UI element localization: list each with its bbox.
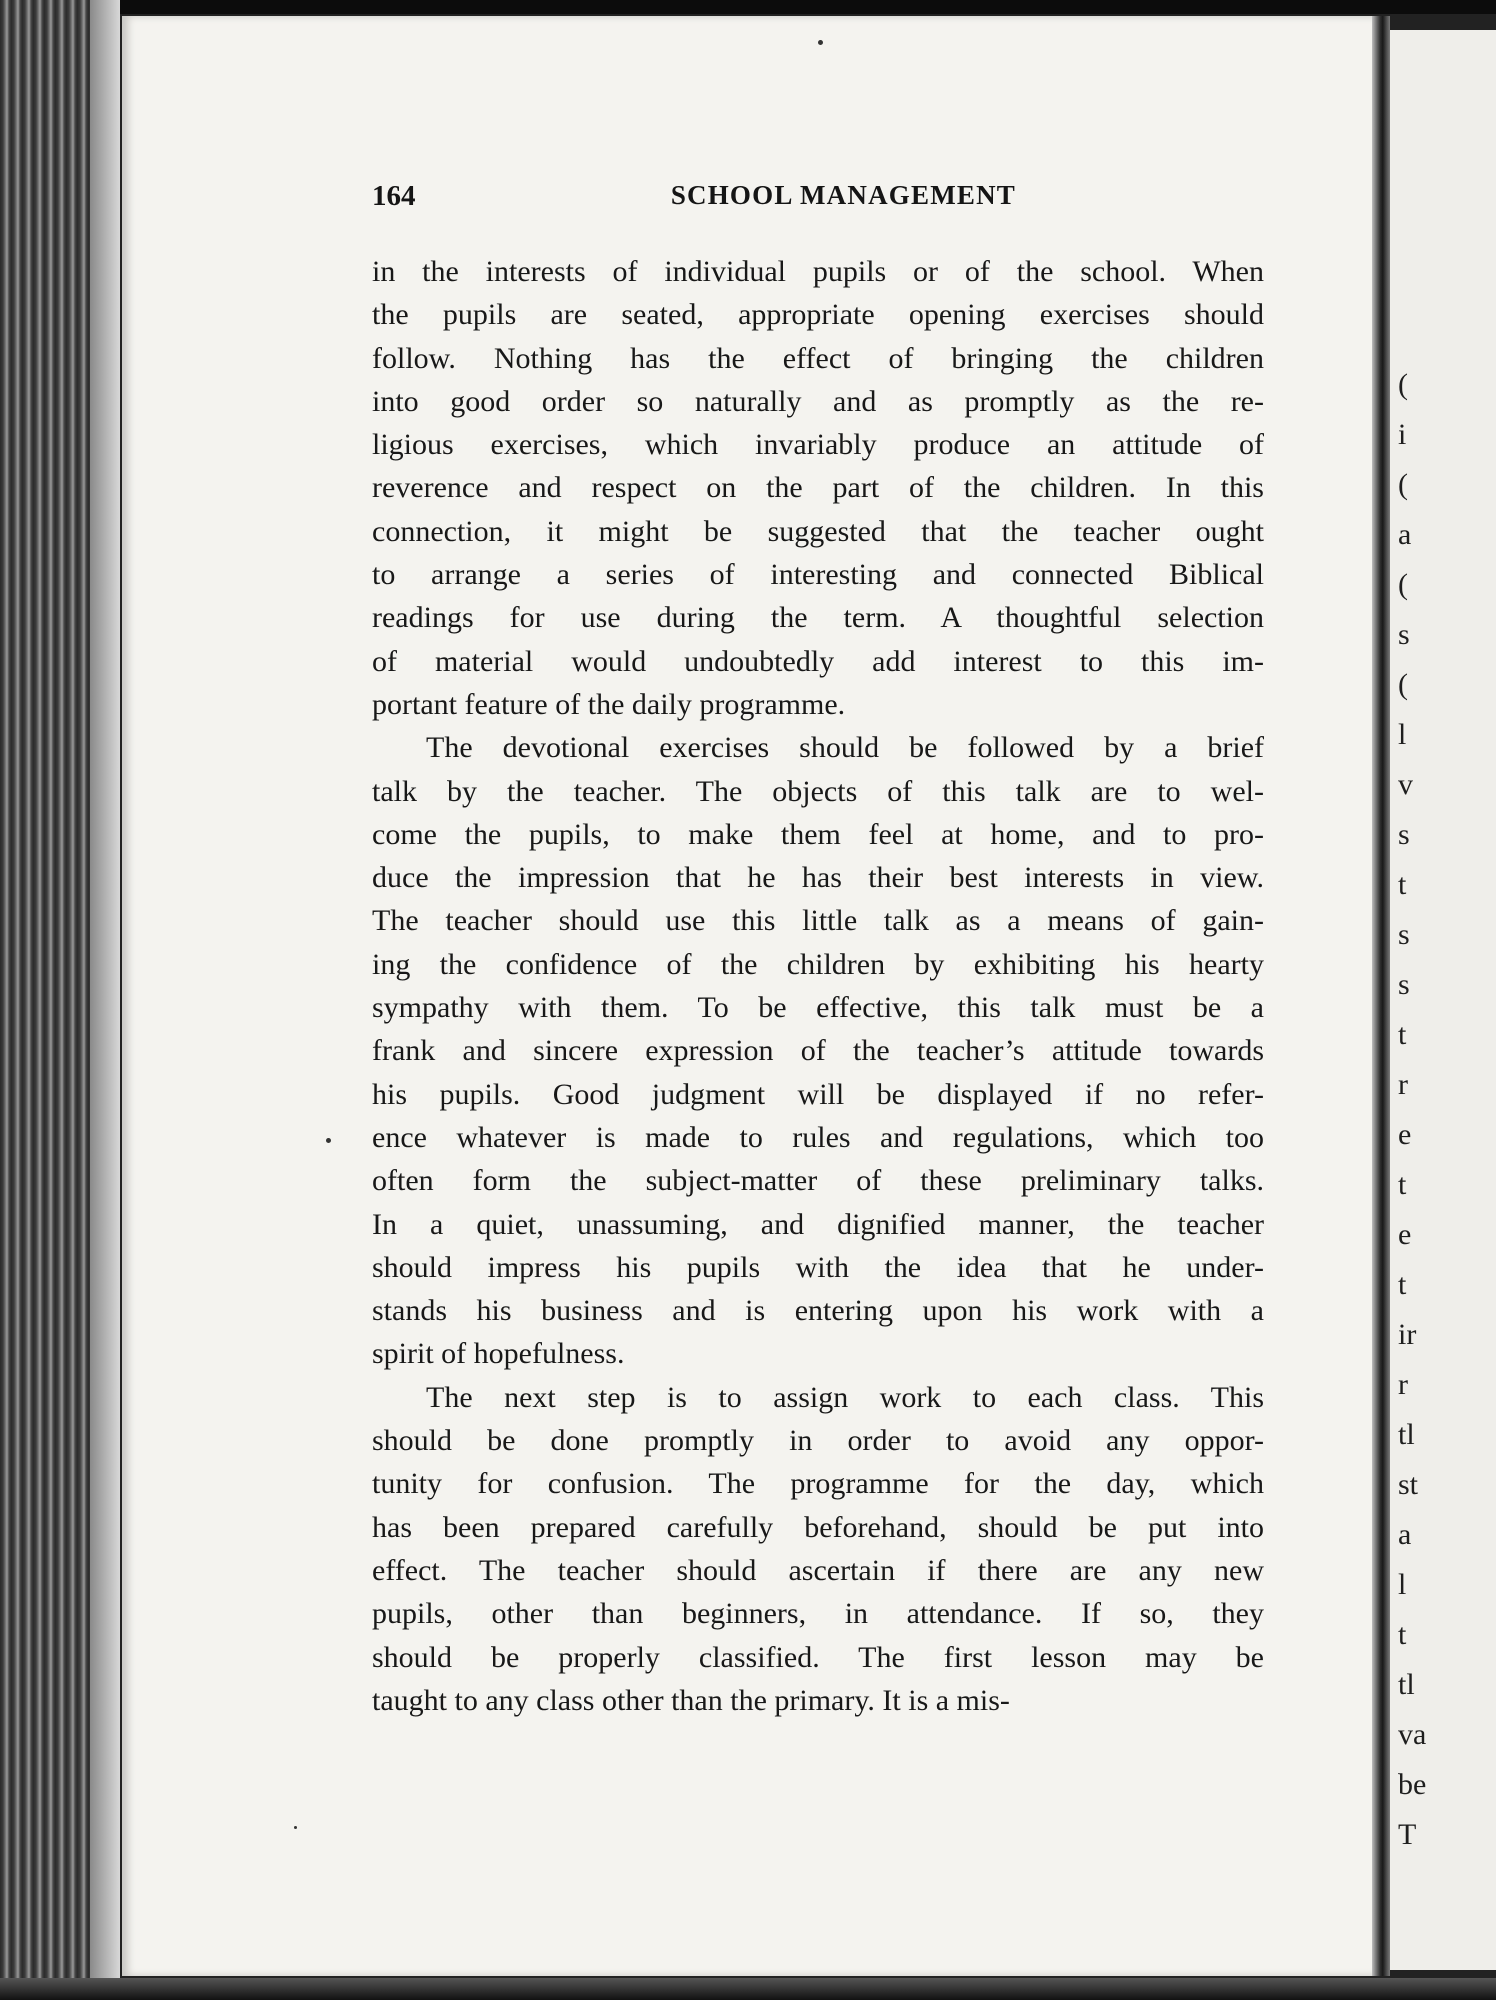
speck: [294, 1826, 297, 1829]
facing-page-fragment: r: [1398, 1068, 1408, 1101]
text-line: reverence and respect on the part of the children. In this: [372, 471, 1264, 505]
text-line: The devotional exercises should be followed by a brief: [426, 731, 1264, 765]
facing-page-fragment: v: [1398, 768, 1413, 801]
text-line: In a quiet, unassuming, and dignified manner, the teacher: [372, 1207, 1264, 1241]
text-line: The teacher should use this little talk as a means of gain-: [372, 904, 1264, 938]
paragraph: [372, 250, 1264, 726]
text-line: of material would undoubtedly add interest to this im-: [372, 644, 1264, 678]
facing-page-fragment: a: [1398, 518, 1412, 551]
facing-page-fragment: l: [1398, 1568, 1407, 1601]
facing-page-fragment: (: [1398, 668, 1408, 701]
text-line: ence whatever is made to rules and regulations, which too: [372, 1120, 1264, 1154]
text-line: taught to any class other than the primary. It is a mis-: [372, 1683, 1010, 1717]
facing-page-fragment: t: [1398, 1018, 1407, 1051]
text-line: should impress his pupils with the idea that he under-: [372, 1250, 1264, 1284]
facing-page-fragment: va: [1398, 1718, 1427, 1751]
facing-page-fragment: s: [1398, 968, 1410, 1001]
text-line: portant feature of the daily programme.: [372, 687, 846, 721]
facing-page-fragment: ir: [1398, 1318, 1417, 1351]
text-line: should be done promptly in order to avoid any oppor-: [372, 1424, 1264, 1458]
book-page-edges: [0, 0, 120, 2000]
text-line: effect. The teacher should ascertain if there are any new: [372, 1553, 1264, 1587]
text-line: into good order so naturally and as promptly as the re-: [372, 384, 1264, 418]
facing-page-fragment: s: [1398, 618, 1410, 651]
facing-page-fragment: t: [1398, 1618, 1407, 1651]
facing-page-fragment: a: [1398, 1518, 1412, 1551]
facing-page-fragment: t: [1398, 1268, 1407, 1301]
page-number: 164: [372, 180, 416, 212]
facing-page-fragment: st: [1398, 1468, 1419, 1501]
text-line: The next step is to assign work to each class. This: [426, 1380, 1264, 1414]
text-line: frank and sincere expression of the teacher’s attitude towards: [372, 1034, 1264, 1068]
text-line: come the pupils, to make them feel at home, and to pro-: [372, 817, 1264, 851]
facing-page-fragment: tl: [1398, 1418, 1415, 1451]
facing-page-fragment: (: [1398, 568, 1408, 601]
facing-page-fragment: l: [1398, 718, 1407, 751]
text-line: should be properly classified. The first lesson may be: [372, 1640, 1264, 1674]
text-line: sympathy with them. To be effective, this talk must be a: [372, 991, 1264, 1025]
text-line: tunity for confusion. The programme for the day, which: [372, 1467, 1264, 1501]
facing-page-fragment: r: [1398, 1368, 1408, 1401]
paragraph: [372, 1376, 1264, 1722]
facing-page-fragment: s: [1398, 918, 1410, 951]
facing-page-fragment: e: [1398, 1118, 1412, 1151]
text-line: his pupils. Good judgment will be displayed if no refer-: [372, 1077, 1264, 1111]
text-line: to arrange a series of interesting and connected Biblical: [372, 558, 1264, 592]
facing-page-fragment: (: [1398, 468, 1408, 501]
facing-page-fragment: t: [1398, 868, 1407, 901]
text-line: the pupils are seated, appropriate opening exercises should: [372, 298, 1264, 332]
facing-page-fragment: s: [1398, 818, 1410, 851]
body-text: [372, 250, 1264, 1722]
text-line: often form the subject-matter of these preliminary talks.: [372, 1164, 1264, 1198]
paragraph: [372, 726, 1264, 1375]
scan-top-edge: [0, 0, 1496, 14]
facing-page-fragment: e: [1398, 1218, 1412, 1251]
text-line: duce the impression that he has their best interests in view.: [372, 861, 1264, 895]
facing-page-fragment: tl: [1398, 1668, 1415, 1701]
running-head: [372, 180, 1016, 220]
text-line: spirit of hopefulness.: [372, 1337, 625, 1371]
facing-page-fragment: (: [1398, 368, 1408, 401]
facing-page: [1390, 30, 1496, 1970]
running-title: SCHOOL MANAGEMENT: [670, 180, 1016, 210]
speck: [326, 1138, 331, 1143]
text-line: ligious exercises, which invariably produce an attitude of: [372, 428, 1264, 462]
text-line: pupils, other than beginners, in attendance. If so, they: [372, 1597, 1264, 1631]
facing-page-fragment: t: [1398, 1168, 1407, 1201]
text-line: ing the confidence of the children by exhibiting his hearty: [372, 947, 1264, 981]
text-line: readings for use during the term. A thoughtful selection: [372, 601, 1264, 635]
book-gutter: [1372, 16, 1390, 1976]
text-line: follow. Nothing has the effect of bringing the children: [372, 341, 1264, 375]
text-line: stands his business and is entering upon his work with a: [372, 1294, 1264, 1328]
text-line: connection, it might be suggested that the teacher ought: [372, 514, 1264, 548]
text-line: has been prepared carefully beforehand, should be put into: [372, 1510, 1264, 1544]
facing-page-fragment: i: [1398, 418, 1407, 451]
scan-bottom-edge: [0, 1978, 1496, 2000]
speck: [818, 40, 823, 45]
text-line: talk by the teacher. The objects of this talk are to wel-: [372, 774, 1264, 808]
text-line: in the interests of individual pupils or of the school. When: [372, 255, 1264, 288]
facing-page-fragment: T: [1398, 1818, 1417, 1851]
facing-page-fragment: be: [1398, 1768, 1427, 1801]
